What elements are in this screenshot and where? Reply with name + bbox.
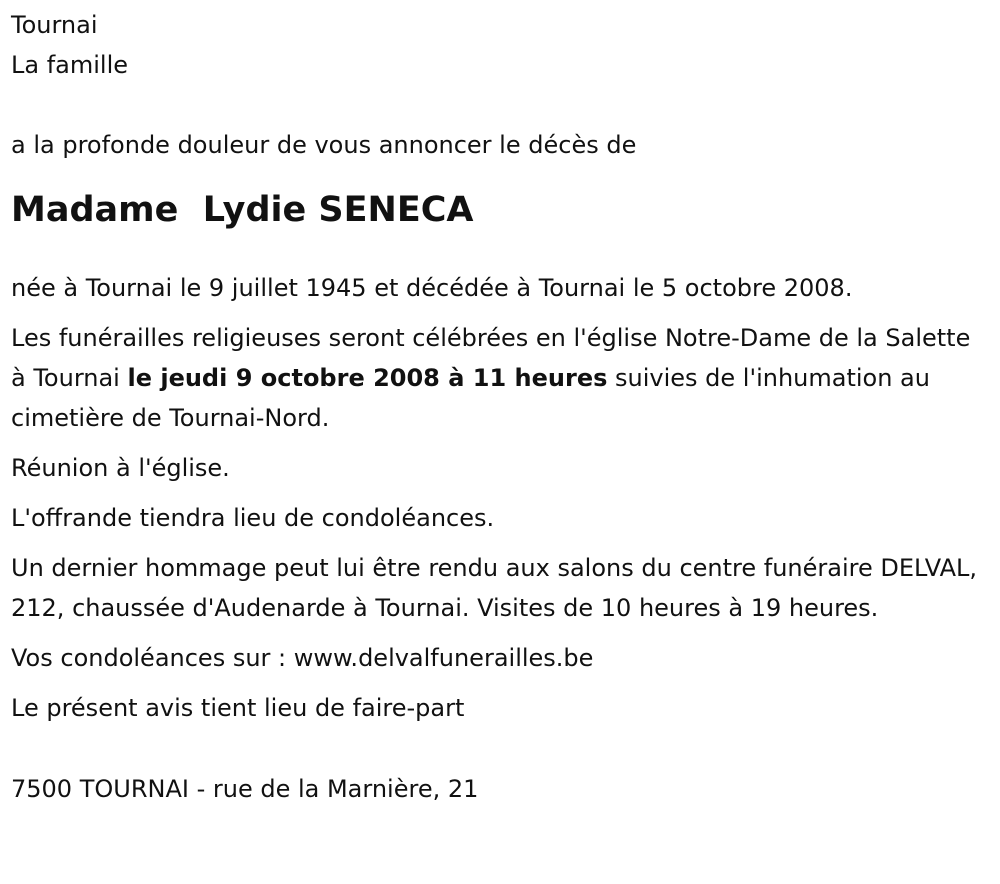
meeting-text: Réunion à l'église. <box>11 454 230 482</box>
announcement-text: a la profonde douleur de vous annoncer le décès de <box>11 131 637 159</box>
family-address: 7500 TOURNAI - rue de la Marnière, 21 <box>11 775 479 803</box>
birth-death-text: née à Tournai le 9 juillet 1945 et décédée à Tournai le 5 octobre 2008. <box>11 274 853 302</box>
funeral-text-suffix: suivies de l'inhumation au cimetière de Tournai-Nord. <box>11 364 930 432</box>
condolences-text: Vos condoléances sur : www.delvalfunerailles.be <box>11 644 594 672</box>
offering-text: L'offrande tiendra lieu de condoléances. <box>11 504 495 532</box>
family-label: La famille <box>11 51 129 79</box>
death-notice <box>11 0 986 809</box>
spacer <box>11 85 986 125</box>
notice-header <box>11 5 986 85</box>
funeral-text-prefix: Les funérailles religieuses seront célébrées en l'église Notre-Dame de la Salette à Tournai <box>11 324 971 392</box>
city-label: Tournai <box>11 11 98 39</box>
funeral-date: le jeudi 9 octobre 2008 à 11 heures <box>127 364 608 392</box>
deceased-name: Madame Lydie SENECA <box>11 190 474 230</box>
notice-text: Le présent avis tient lieu de faire-part <box>11 694 465 722</box>
tribute-text: Un dernier hommage peut lui être rendu aux salons du centre funéraire DELVAL, 212, chaussée d'Audenarde à Tournai. Visites de 10 heures à 19 heures. <box>11 554 978 622</box>
funeral-paragraph <box>11 318 986 438</box>
